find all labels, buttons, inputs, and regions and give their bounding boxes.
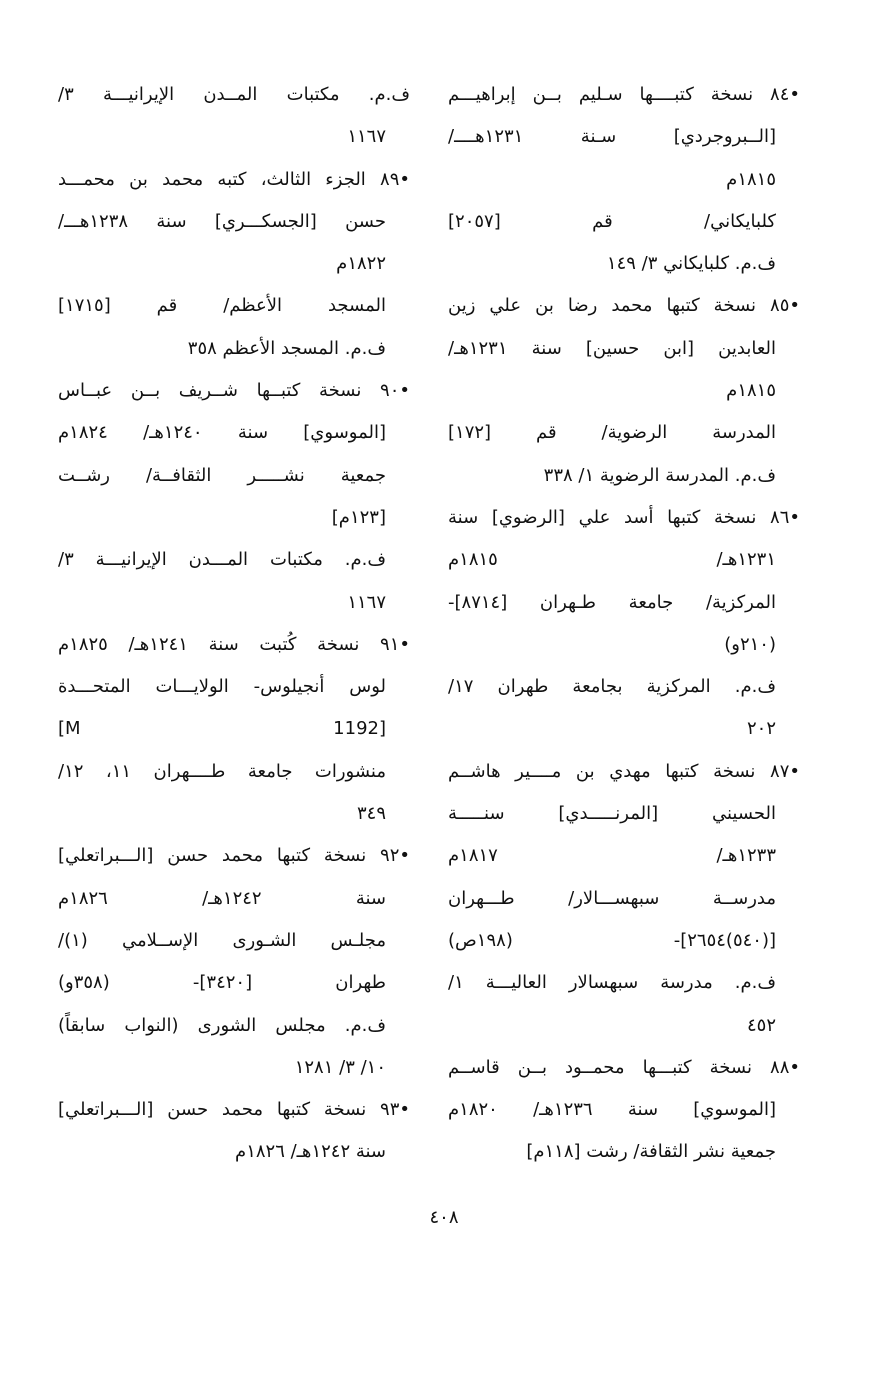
catalog-entry: [58, 159, 410, 370]
entry-line: ١١٦٧: [347, 126, 386, 148]
entry-line: [(٥٤٠)٢٦٥٤]- (١٩٨ص): [448, 929, 776, 951]
entry-line: منشورات جامعة طــــهران ١١، ١٢/: [58, 760, 386, 782]
entry-line: سنة ١٢٤٢هـ/ ١٨٢٦م: [58, 887, 386, 909]
entry-line: مجلـس الشـورى الإســلامي (١)/: [58, 929, 386, 951]
catalog-entry: [58, 370, 410, 624]
catalog-entry: [58, 624, 410, 835]
entry-line: [الموسوي] سنة ١٢٣٦هـ/ ١٨٢٠م: [448, 1099, 776, 1121]
entry-line: ف.م. المسجد الأعظم ٣٥٨: [187, 337, 386, 359]
page-number: ٤٠٨: [429, 1207, 459, 1228]
left-column: [58, 74, 410, 1174]
entry-line: لوس أنجيلوس- الولايـــات المتحـــدة: [58, 676, 386, 698]
entry-line: العابدين [ابن حسين] سنة ١٢٣١هـ/: [448, 337, 776, 359]
entry-line: مدرســة سبهســـالار/ طـــهران: [448, 887, 776, 909]
entry-line: ف.م. مكتبات المــدن الإيرانيـــة ٣/: [58, 84, 410, 105]
entry-line: المركزية/ جامعة طـهران [٨٧١٤]-: [448, 591, 776, 613]
entry-line: ف.م. كلبايكاني ٣/ ١٤٩: [606, 253, 776, 275]
entry-line: جمعية نشر الثقافة/ رشت [١١٨م]: [526, 1141, 776, 1163]
entry-line: ١٨١٥م: [726, 380, 776, 402]
entry-line: •٩١ نسخة كُتبت سنة ١٢٤١هـ/ ١٨٢٥م: [58, 633, 410, 655]
entry-line: حسن [الجسكـــري] سنة ١٢٣٨هـــ/: [58, 210, 386, 232]
catalog-entry: [448, 751, 800, 1047]
catalog-entry: [58, 1089, 410, 1174]
entry-line: ١٠/ ٣/ ١٢٨١: [294, 1056, 386, 1078]
entry-line: ف.م. مجلس الشورى (النواب سابقاً): [58, 1014, 386, 1036]
entry-line: ف.م. مكتبات المـــدن الإيرانيـــة ٣/: [58, 549, 386, 571]
catalog-entry: [448, 1047, 800, 1174]
entry-line: •٩٣ نسخة كتبها محمد حسن [الـــبراتعلي]: [58, 1099, 410, 1121]
catalog-entry: [58, 74, 410, 159]
catalog-entry: [448, 285, 800, 496]
entry-line: ١٨١٥م: [726, 168, 776, 190]
entry-line: ٢٠٢: [746, 718, 776, 740]
entry-line: (٢١٠و): [724, 633, 776, 655]
entry-line: ف.م. مدرسة سبهسالار العاليـــة ١/: [448, 972, 776, 994]
entry-line: ٣٤٩: [356, 803, 386, 825]
entry-line: المسجد الأعظم/ قم [١٧١٥]: [58, 295, 386, 317]
entry-line: [الــبروجردي] سـنة ١٢٣١هــــ/: [448, 126, 776, 148]
entry-line: ١٢٣٣هـ/ ١٨١٧م: [448, 845, 776, 867]
entry-line: •٨٤ نسخة كتبــــها سـليم بــن إبراهيـــم: [448, 84, 800, 105]
entry-line: ١٢٣١هـ/ ١٨١٥م: [448, 549, 776, 571]
entry-line: •٨٧ نسخة كتبها مهدي بن مــــير هاشــم: [448, 760, 800, 782]
entry-line: [M 1192]: [58, 718, 386, 740]
entry-line: [الموسوي] سنة ١٢٤٠هـ/ ١٨٢٤م: [58, 422, 386, 444]
catalog-entry: [448, 74, 800, 285]
right-column: [448, 74, 800, 1174]
entry-line: •٩٢ نسخة كتبها محمد حسن [الـــبراتعلي]: [58, 845, 410, 867]
entry-line: سنة ١٢٤٢هـ/ ١٨٢٦م: [235, 1141, 386, 1163]
entry-line: ف.م. المدرسة الرضوية ١/ ٣٣٨: [543, 464, 776, 486]
entry-line: طهران [٣٤٢٠]- (٣٥٨و): [58, 972, 386, 994]
entry-line: ١١٦٧: [347, 591, 386, 613]
entry-line: •٨٦ نسخة كتبها أسد علي [الرضوي] سنة: [448, 506, 800, 528]
entry-line: ١٨٢٢م: [336, 253, 386, 275]
entry-line: كلبايكاني/ قم [٢٠٥٧]: [448, 210, 776, 232]
entry-line: •٨٩ الجزء الثالث، كتبه محمد بن محمـــد: [58, 168, 410, 190]
catalog-entry: [448, 497, 800, 751]
entry-line: [١٢٣م]: [331, 506, 386, 528]
entry-line: •٨٥ نسخة كتبها محمد رضا بن علي زين: [448, 295, 800, 317]
entry-line: ف.م. المركزية بجامعة طهران ١٧/: [448, 676, 776, 698]
entry-line: •٨٨ نسخة كتبـــها محمــود بــن قاســم: [448, 1056, 800, 1078]
entry-line: الحسيني [المرنـــــدي] سنـــــة: [448, 803, 776, 825]
entry-line: ٤٥٢: [746, 1014, 776, 1036]
entry-line: المدرسة الرضوية/ قم [١٧٢]: [448, 422, 776, 444]
entry-line: •٩٠ نسخة كتبــها شــريف بــن عبــاس: [58, 380, 410, 402]
catalog-entry: [58, 835, 410, 1089]
entry-line: جمعية نشـــــر الثقافــة/ رشــت: [58, 464, 386, 486]
